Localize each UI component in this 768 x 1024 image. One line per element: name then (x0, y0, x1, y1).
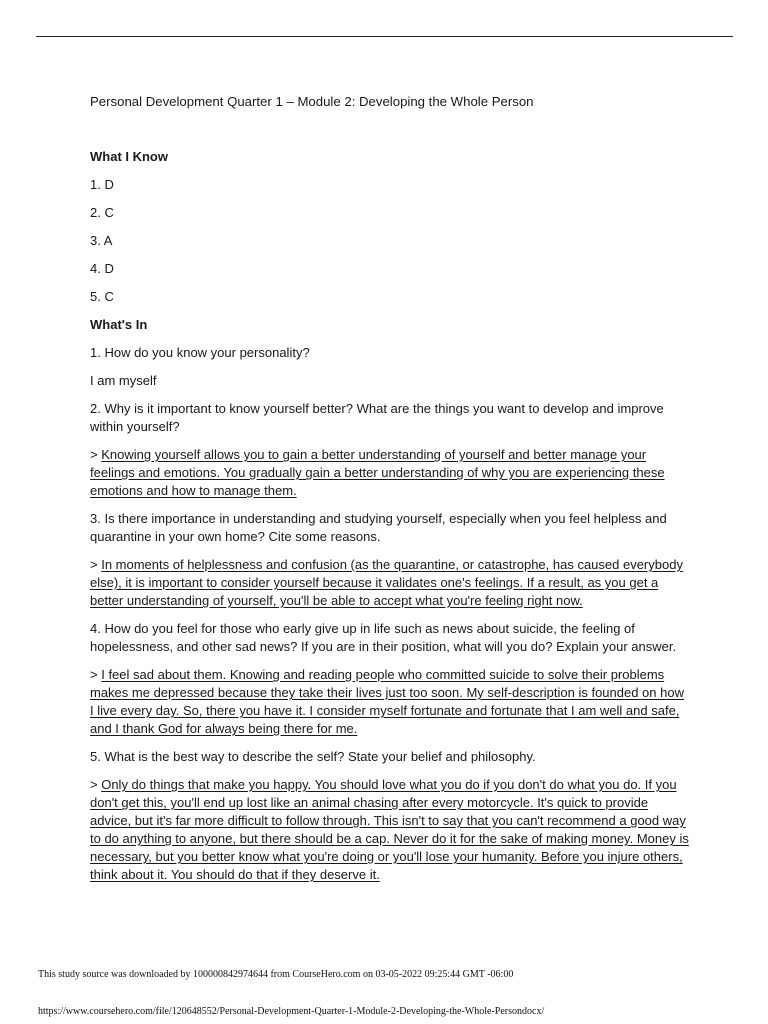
know-answer-1: 1. D (90, 177, 114, 192)
answer-3-text: In moments of helplessness and confusion (as the quarantine, or catastrophe, has caused everybody else), it is important to consider yourself because it validates one's feelings. If a result, as you get a better understanding of yourself, you'll be able to accept what you're feeling right now. (90, 557, 683, 608)
source-url-link[interactable]: https://www.coursehero.com/file/120648552/Personal-Development-Quarter-1-Module-2-Developing-the-Whole-Persondocx/ (38, 1006, 545, 1017)
document-title: Personal Development Quarter 1 – Module 2: Developing the Whole Person (90, 94, 534, 109)
answer-marker: > (90, 777, 102, 792)
question-4: 4. How do you feel for those who early give up in life such as news about suicide, the feeling of hopelessness, and other sad news? If you are in their position, what will you do? Explain your answer. (90, 621, 677, 654)
whats-in-heading: What's In (90, 317, 148, 332)
answer-3 (90, 556, 690, 610)
document-body (90, 90, 690, 884)
answer-4 (90, 666, 690, 738)
answer-marker: > (90, 667, 102, 682)
know-answer-4: 4. D (90, 261, 114, 276)
answer-marker: > (90, 557, 102, 572)
answer-5-text: Only do things that make you happy. You should love what you do if you don't do what you do. If you don't get this, you'll end up lost like an animal chasing after every motorcycle. It's quick to provide advice, but it's far more difficult to follow through. This isn't to say that you can't recommend a good way to do anything to anyone, but there should be a cap. Never do it for the sake of making money. Money is necessary, but you better know what you're doing or you'll lose your humanity. Before you injure others, think about it. You should do that if they deserve it. (90, 777, 689, 882)
top-divider (36, 36, 733, 37)
know-answer-3: 3. A (90, 233, 113, 248)
answer-2 (90, 446, 690, 500)
know-answer-2: 2. C (90, 205, 114, 220)
question-3: 3. Is there importance in understanding and studying yourself, especially when you feel helpless and quarantine in your own home? Cite some reasons. (90, 511, 667, 544)
know-answer-5: 5. C (90, 289, 114, 304)
what-i-know-heading: What I Know (90, 149, 168, 164)
answer-4-text: I feel sad about them. Knowing and reading people who committed suicide to solve their problems makes me depressed because they take their lives just too soon. My self-description is founded on how I live every day. So, there you have it. I consider myself fortunate and fortunate that I am well and safe, and I thank God for always being there for me. (90, 667, 684, 736)
question-2: 2. Why is it important to know yourself better? What are the things you want to develop and improve within yourself? (90, 401, 664, 434)
question-5: 5. What is the best way to describe the self? State your belief and philosophy. (90, 749, 536, 764)
answer-1: I am myself (90, 373, 157, 388)
answer-marker: > (90, 447, 102, 462)
download-notice: This study source was downloaded by 100000842974644 from CourseHero.com on 03-05-2022 09:25:44 GMT -06:00 (38, 969, 514, 980)
answer-5 (90, 776, 690, 884)
question-1: 1. How do you know your personality? (90, 345, 310, 360)
answer-2-text: Knowing yourself allows you to gain a better understanding of yourself and better manage your feelings and emotions. You gradually gain a better understanding of why you are experiencing these emotions and how to manage them. (90, 447, 665, 498)
